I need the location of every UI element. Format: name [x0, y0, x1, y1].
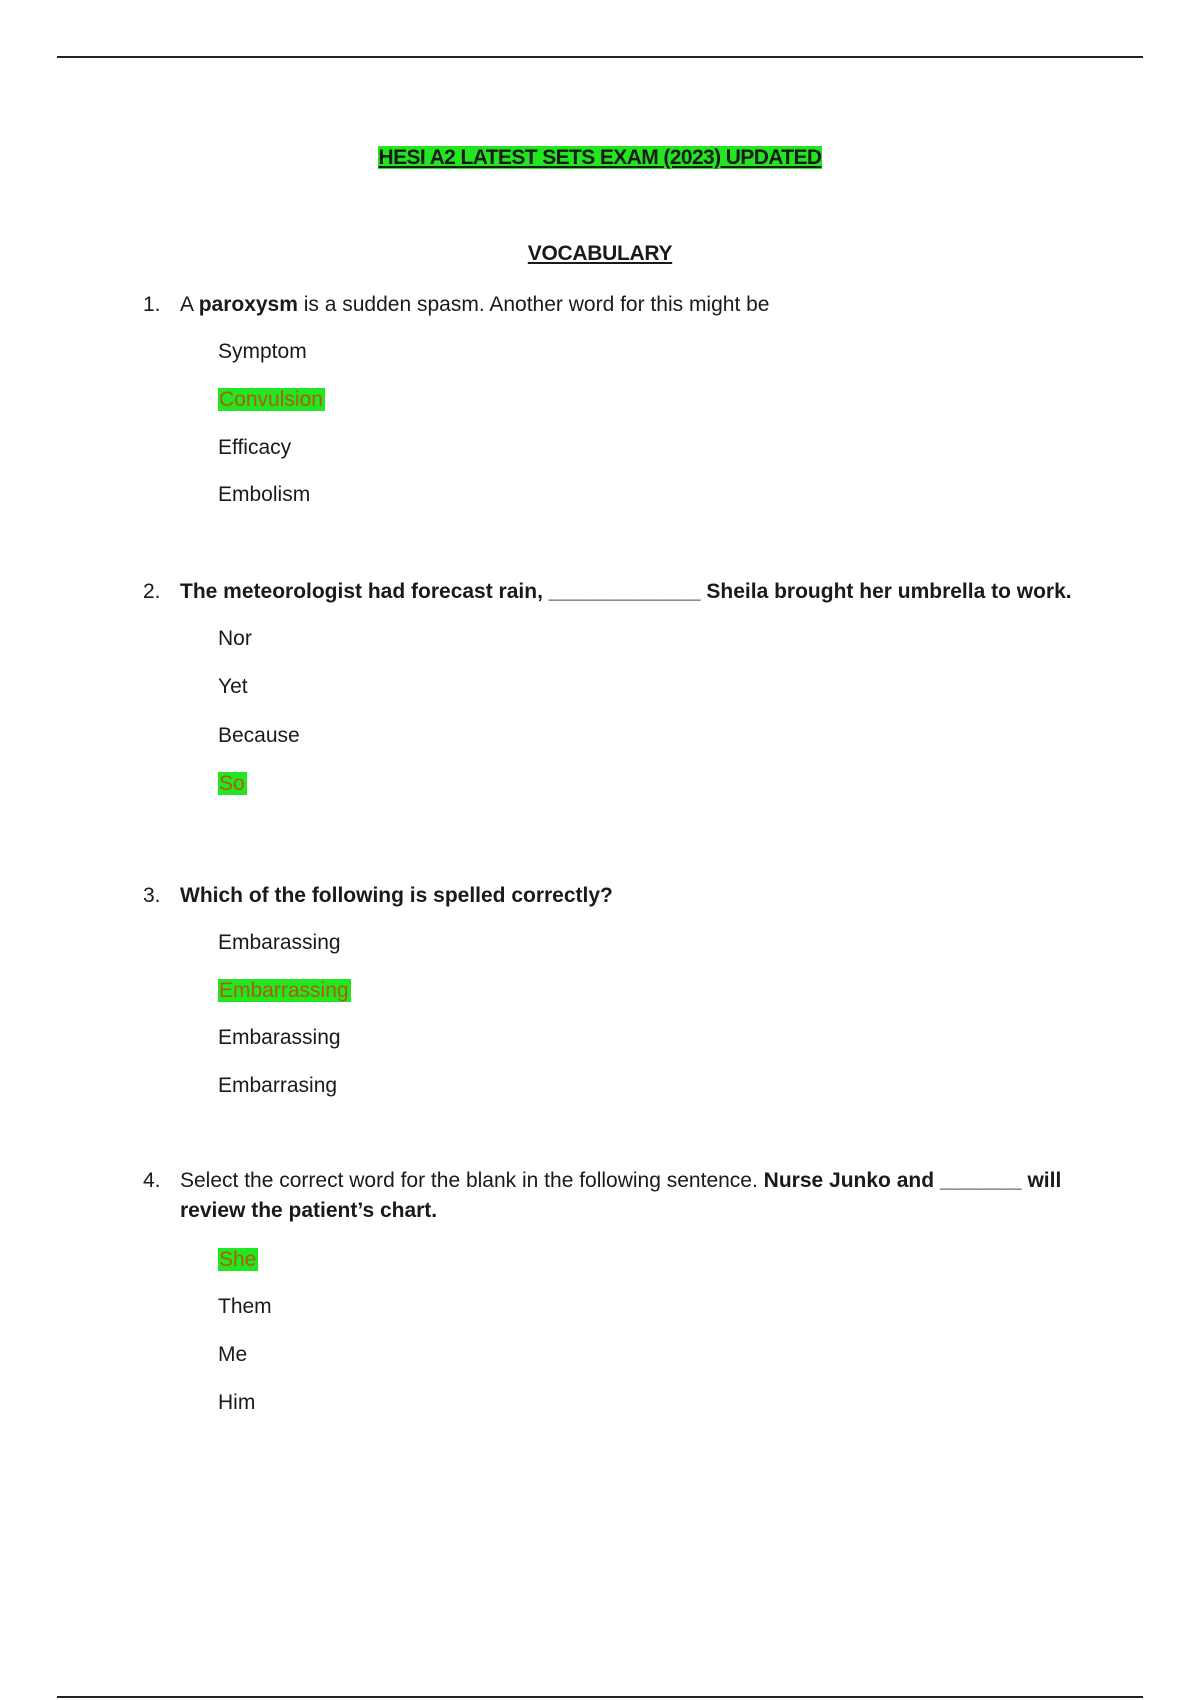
answer-option: Yet — [218, 675, 248, 698]
question-text: The meteorologist had forecast rain, _____________ Sheila brought her umbrella to work. — [180, 580, 1072, 603]
answer-option: Because — [218, 724, 300, 747]
question-2 — [143, 577, 1103, 607]
question-text: A paroxysm is a sudden spasm. Another word for this might be — [180, 293, 770, 316]
answer-option-highlighted: Convulsion — [219, 388, 323, 411]
answer-option: Me — [218, 1343, 248, 1366]
answer-option-highlighted: She — [219, 1248, 257, 1271]
answer-option: Embarassing — [218, 1026, 341, 1049]
answer-option: Nor — [218, 627, 252, 650]
question-text: Which of the following is spelled correctly? — [180, 884, 613, 907]
question-number: 1. — [143, 293, 161, 316]
question-1 — [143, 290, 1103, 320]
question-4 — [143, 1166, 1103, 1226]
question-3 — [143, 881, 1103, 911]
answer-option: Embolism — [218, 483, 311, 506]
bottom-divider — [57, 1696, 1143, 1698]
answer-option-highlighted: Embarrassing — [219, 979, 349, 1002]
question-text: Select the correct word for the blank in the following sentence. Nurse Junko and _______ will review the patient’s chart. — [180, 1169, 1062, 1222]
section-heading: VOCABULARY — [527, 242, 673, 265]
document-title-text: HESI A2 LATEST SETS EXAM (2023) UPDATED — [378, 146, 822, 169]
question-number: 2. — [143, 580, 161, 603]
question-number: 4. — [143, 1169, 161, 1192]
answer-option: Embarassing — [218, 931, 341, 954]
document-title — [0, 146, 1200, 170]
answer-option: Efficacy — [218, 436, 292, 459]
answer-option-highlighted: So — [219, 772, 245, 795]
question-number: 3. — [143, 884, 161, 907]
answer-option: Symptom — [218, 340, 307, 363]
answer-option: Him — [218, 1391, 256, 1414]
answer-option: Embarrasing — [218, 1074, 338, 1097]
answer-option: Them — [218, 1295, 272, 1318]
top-divider — [57, 56, 1143, 58]
